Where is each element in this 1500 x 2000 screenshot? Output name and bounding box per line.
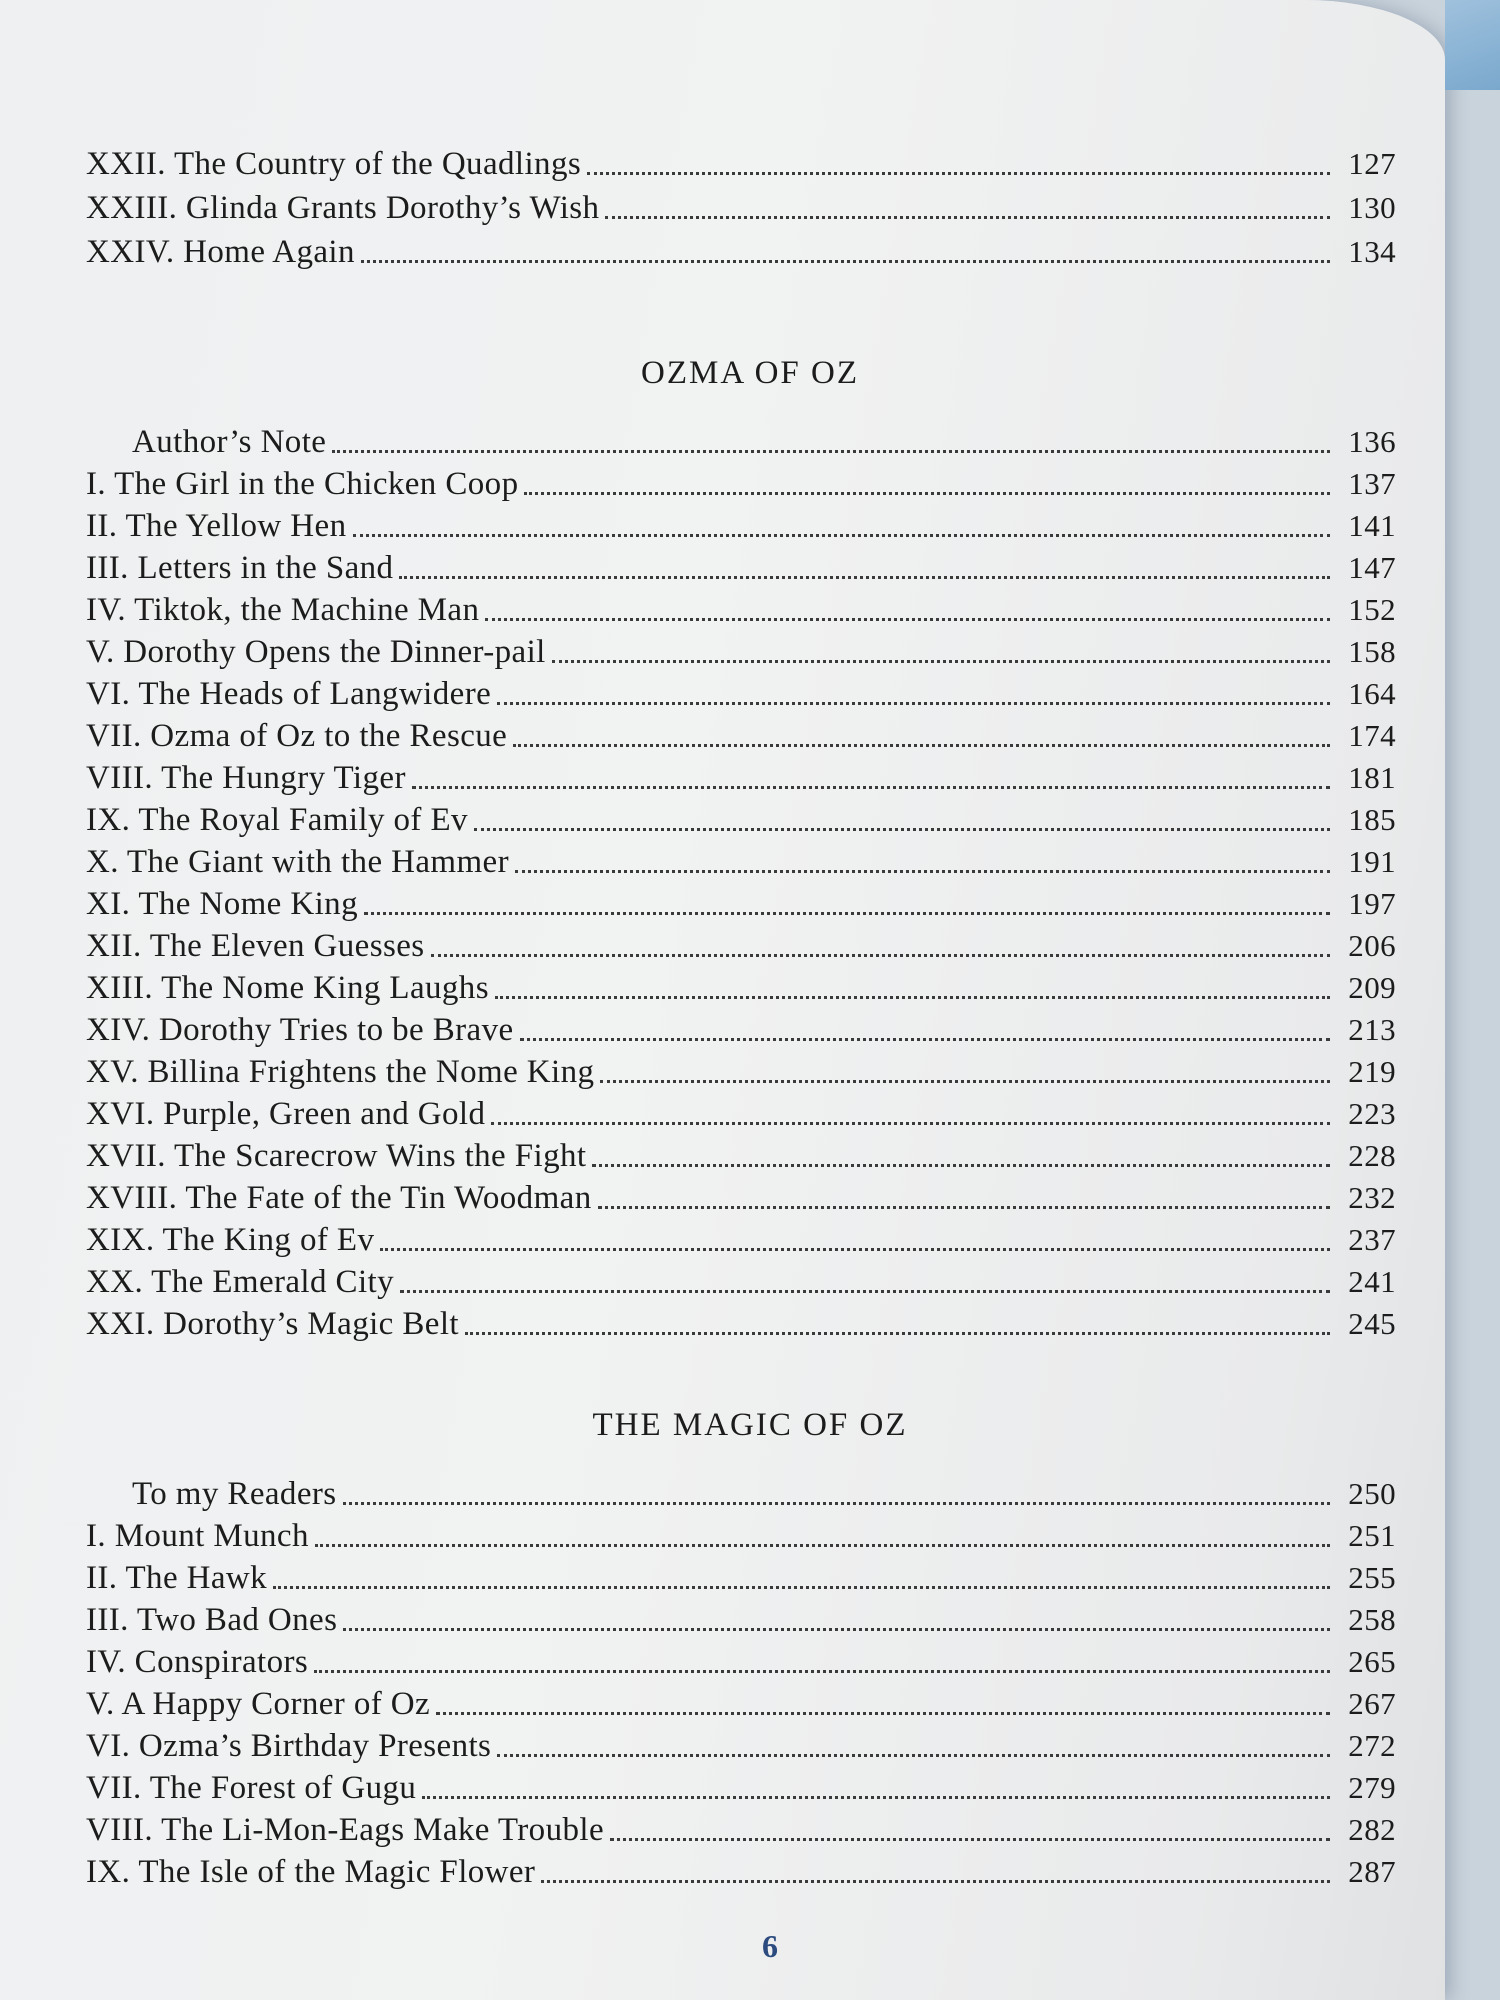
leader-dots [273, 1585, 1330, 1589]
toc-entry-title: VII. Ozma of Oz to the Rescue [86, 718, 508, 754]
toc-entry-page: 174 [1348, 718, 1396, 753]
leader-dots [399, 575, 1330, 579]
toc-entry-title: IX. The Royal Family of Ev [86, 802, 468, 838]
toc-entry-title: XIX. The King of Ev [86, 1222, 375, 1258]
leader-dots [380, 1247, 1330, 1251]
leader-dots [587, 171, 1330, 175]
toc-entry [86, 1766, 1396, 1808]
leader-dots [598, 1205, 1330, 1209]
toc-entry [86, 1682, 1396, 1724]
toc-entry-title: III. Letters in the Sand [86, 550, 394, 586]
toc-entry-page: 213 [1348, 1012, 1396, 1047]
toc-entry-title: XII. The Eleven Guesses [86, 928, 425, 964]
leader-dots [497, 1753, 1330, 1757]
toc-entry [86, 882, 1396, 924]
toc-entry-page: 136 [1348, 424, 1396, 459]
toc-entry-page: 255 [1348, 1560, 1396, 1595]
toc-entry [86, 1850, 1396, 1892]
toc-entry-page: 134 [1348, 234, 1396, 269]
toc-entry [86, 1050, 1396, 1092]
toc-entry [86, 462, 1396, 504]
toc-entry-page: 237 [1348, 1222, 1396, 1257]
toc-entry-title: XV. Billina Frightens the Nome King [86, 1054, 595, 1090]
toc-entry-page: 232 [1348, 1180, 1396, 1215]
toc-entry-title: XXIII. Glinda Grants Dorothy’s Wish [86, 190, 600, 226]
leader-dots [552, 659, 1330, 663]
leader-dots [332, 449, 1330, 453]
leader-dots [400, 1289, 1330, 1293]
toc-entry [86, 1598, 1396, 1640]
toc-entry-title: IV. Tiktok, the Machine Man [86, 592, 480, 628]
leader-dots [520, 1037, 1330, 1041]
leader-dots [364, 911, 1330, 915]
section-heading: OZMA OF OZ [640, 355, 860, 391]
leader-dots [610, 1837, 1330, 1841]
toc-entry-page: 282 [1348, 1812, 1396, 1847]
toc-entry-page: 209 [1348, 970, 1396, 1005]
toc-entry-title: X. The Giant with the Hammer [86, 844, 509, 880]
toc-entry-page: 241 [1348, 1264, 1396, 1299]
toc-entry-page: 287 [1348, 1854, 1396, 1889]
toc-entry-page: 141 [1348, 508, 1396, 543]
leader-dots [541, 1879, 1330, 1883]
toc-entry [86, 1556, 1396, 1598]
toc-entry-title: VI. Ozma’s Birthday Presents [86, 1728, 492, 1764]
toc-entry [86, 966, 1396, 1008]
toc-entry [86, 1260, 1396, 1302]
toc-entry-title: XXI. Dorothy’s Magic Belt [86, 1306, 459, 1342]
toc-entry [86, 714, 1396, 756]
leader-dots [353, 533, 1331, 537]
toc-entry-title: XVIII. The Fate of the Tin Woodman [86, 1180, 592, 1216]
toc-entry-title: IX. The Isle of the Magic Flower [86, 1854, 536, 1890]
page-number: 6 [762, 1928, 778, 1964]
leader-dots [431, 953, 1331, 957]
toc-entry-page: 228 [1348, 1138, 1396, 1173]
toc-entry [86, 546, 1396, 588]
toc-entry-title: To my Readers [132, 1476, 337, 1512]
toc-entry-page: 191 [1348, 844, 1396, 879]
toc-entry [86, 924, 1396, 966]
toc-entry-title: VII. The Forest of Gugu [86, 1770, 417, 1806]
leader-dots [515, 869, 1330, 873]
toc-entry-title: V. A Happy Corner of Oz [86, 1686, 431, 1722]
toc-entry-title: VIII. The Hungry Tiger [86, 760, 406, 796]
toc-entry [86, 186, 1396, 228]
toc-entry [86, 1008, 1396, 1050]
toc-entry-page: 130 [1348, 190, 1396, 225]
section-heading: THE MAGIC OF OZ [592, 1407, 908, 1443]
toc-entry-page: 206 [1348, 928, 1396, 963]
toc-entry-title: XIII. The Nome King Laughs [86, 970, 489, 1006]
toc-entry-page: 251 [1348, 1518, 1396, 1553]
toc-entry-page: 219 [1348, 1054, 1396, 1089]
toc-entry-page: 137 [1348, 466, 1396, 501]
leader-dots [343, 1501, 1330, 1505]
toc-entry-title: XX. The Emerald City [86, 1264, 394, 1300]
toc-entry-page: 127 [1348, 146, 1396, 181]
toc-entry [86, 1134, 1396, 1176]
toc-entry [86, 840, 1396, 882]
toc-entry-title: XI. The Nome King [86, 886, 358, 922]
leader-dots [497, 701, 1330, 705]
toc-entry [86, 1092, 1396, 1134]
leader-dots [314, 1669, 1330, 1673]
toc-entry [86, 798, 1396, 840]
leader-dots [315, 1543, 1330, 1547]
leader-dots [524, 491, 1330, 495]
toc-entry [86, 142, 1396, 184]
leader-dots [436, 1711, 1330, 1715]
toc-entry-page: 250 [1348, 1476, 1396, 1511]
leader-dots [600, 1079, 1330, 1083]
toc-entry-title: II. The Hawk [86, 1560, 268, 1596]
toc-entry [86, 756, 1396, 798]
toc-entry [86, 672, 1396, 714]
toc-entry [86, 1218, 1396, 1260]
toc-entry-page: 147 [1348, 550, 1396, 585]
toc-entry-title: Author’s Note [132, 424, 327, 460]
toc-entry-page: 279 [1348, 1770, 1396, 1805]
toc-entry-title: XIV. Dorothy Tries to be Brave [86, 1012, 514, 1048]
toc-entry [86, 1808, 1396, 1850]
toc-entry-title: III. Two Bad Ones [86, 1602, 338, 1638]
toc-entry [86, 1472, 1396, 1514]
toc-entry-page: 181 [1348, 760, 1396, 795]
leader-dots [513, 743, 1330, 747]
toc-entry-page: 185 [1348, 802, 1396, 837]
leader-dots [495, 995, 1330, 999]
toc-entry-title: VIII. The Li-Mon-Eags Make Trouble [86, 1812, 604, 1848]
book-cover-edge [1445, 0, 1500, 90]
leader-dots [592, 1163, 1330, 1167]
toc-entry [86, 1724, 1396, 1766]
toc-entry-title: I. Mount Munch [86, 1518, 309, 1554]
toc-entry-page: 267 [1348, 1686, 1396, 1721]
toc-entry [86, 1514, 1396, 1556]
toc-entry-page: 258 [1348, 1602, 1396, 1637]
leader-dots [422, 1795, 1330, 1799]
leader-dots [412, 785, 1330, 789]
toc-entry-title: XVII. The Scarecrow Wins the Fight [86, 1138, 587, 1174]
toc-entry [86, 230, 1396, 272]
leader-dots [491, 1121, 1330, 1125]
leader-dots [485, 617, 1330, 621]
toc-entry-title: I. The Girl in the Chicken Coop [86, 466, 519, 502]
toc-entry [86, 1176, 1396, 1218]
toc-entry-title: XVI. Purple, Green and Gold [86, 1096, 486, 1132]
toc-entry-title: II. The Yellow Hen [86, 508, 347, 544]
leader-dots [605, 215, 1330, 219]
toc-entry-page: 272 [1348, 1728, 1396, 1763]
toc-entry-page: 245 [1348, 1306, 1396, 1341]
toc-entry-page: 152 [1348, 592, 1396, 627]
toc-entry-page: 164 [1348, 676, 1396, 711]
toc-entry [86, 588, 1396, 630]
leader-dots [343, 1627, 1330, 1631]
leader-dots [361, 259, 1330, 263]
toc-entry [86, 1640, 1396, 1682]
toc-entry-page: 265 [1348, 1644, 1396, 1679]
toc-entry-page: 197 [1348, 886, 1396, 921]
toc-entry [86, 630, 1396, 672]
toc-entry-title: IV. Conspirators [86, 1644, 309, 1680]
toc-entry-page: 158 [1348, 634, 1396, 669]
toc-entry-title: XXII. The Country of the Quadlings [86, 146, 582, 182]
toc-entry [86, 1302, 1396, 1344]
leader-dots [474, 827, 1330, 831]
toc-entry-title: XXIV. Home Again [86, 234, 355, 270]
leader-dots [465, 1331, 1330, 1335]
toc-entry-page: 223 [1348, 1096, 1396, 1131]
toc-entry [86, 420, 1396, 462]
toc-entry-title: VI. The Heads of Langwidere [86, 676, 492, 712]
toc-entry [86, 504, 1396, 546]
toc-entry-title: V. Dorothy Opens the Dinner-pail [86, 634, 546, 670]
